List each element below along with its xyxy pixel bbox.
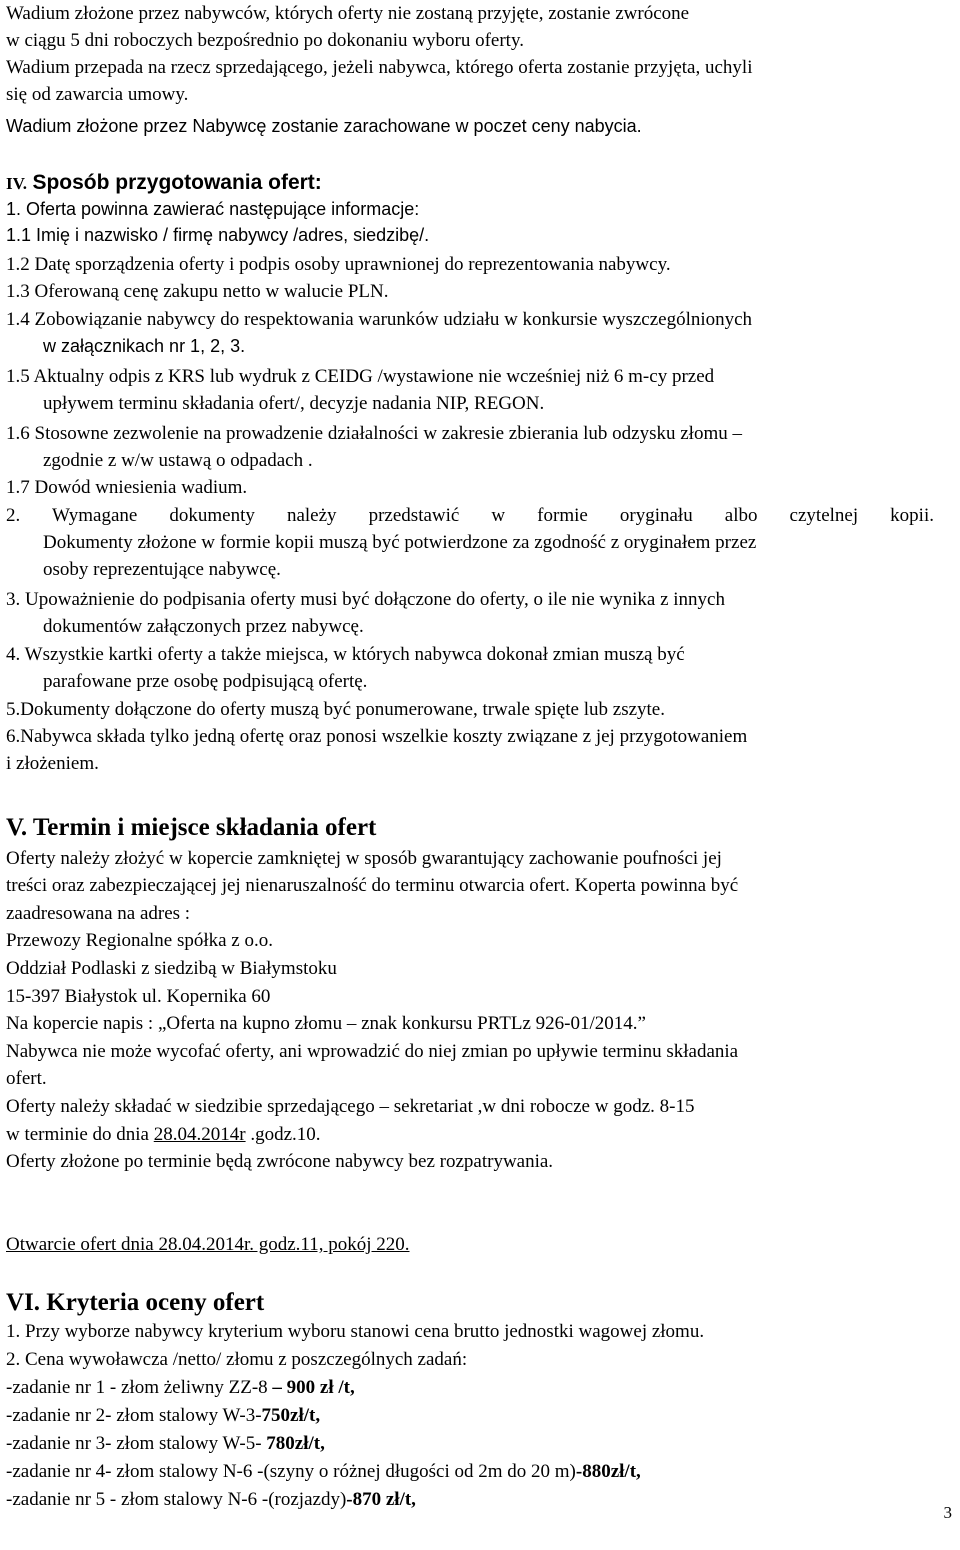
opening-date: Otwarcie ofert dnia 28.04.2014r. godz.11, pokój 220. — [6, 1234, 410, 1255]
list-item-continuation: parafowane prze osobę podpisującą ofertę. — [43, 671, 368, 692]
section-iv-heading — [6, 168, 934, 195]
list-item: 2. Wymagane dokumenty należy przedstawić w formie oryginału albo czytelnej kopii. — [6, 505, 934, 526]
list-item: 1.6 Stosowne zezwolenie na prowadzenie działalności w zakresie zbierania lub odzysku złomu – — [6, 423, 742, 444]
section-iv-title: Sposób przygotowania ofert: — [32, 171, 322, 194]
section-v-line: treści oraz zabezpieczającej jej nienaruszalność do terminu otwarcia ofert. Koperta powinna być — [6, 875, 739, 896]
task-description: -zadanie nr 2- złom stalowy W-3- — [6, 1405, 262, 1426]
list-item: 1.3 Oferowaną cenę zakupu netto w walucie PLN. — [6, 281, 389, 302]
address-branch: Oddział Podlaski z siedzibą w Białymstoku — [6, 958, 337, 979]
section-vi-heading: VI. Kryteria oceny ofert — [6, 1289, 265, 1316]
list-item: 1.7 Dowód wniesienia wadium. — [6, 477, 248, 498]
address-company: Przewozy Regionalne spółka z o.o. — [6, 930, 273, 951]
section-v-heading: V. Termin i miejsce składania ofert — [6, 814, 377, 841]
deadline-line — [6, 1121, 934, 1148]
section-v-line: Oferty należy złożyć w kopercie zamkniętej w sposób gwarantujący zachowanie poufności jej — [6, 848, 722, 869]
task-item — [6, 1430, 934, 1457]
section-v-line: Nabywca nie może wycofać oferty, ani wprowadzić do niej zmian po upływie terminu składania — [6, 1041, 739, 1062]
task-description: -zadanie nr 3- złom stalowy W-5- — [6, 1433, 267, 1454]
list-item: 4. Wszystkie kartki oferty a także miejsca, w których nabywca dokonał zmian muszą być — [6, 644, 685, 665]
wadium-line-2: w ciągu 5 dni roboczych bezpośrednio po dokonaniu wyboru oferty. — [6, 30, 524, 51]
list-item: 1. Oferta powinna zawierać następujące informacje: — [6, 199, 420, 219]
section-v-line: ofert. — [6, 1068, 47, 1089]
task-item — [6, 1458, 934, 1485]
list-item: 5.Dokumenty dołączone do oferty muszą być ponumerowane, trwale spięte lub zszyte. — [6, 699, 665, 720]
address-street: 15-397 Białystok ul. Kopernika 60 — [6, 986, 271, 1007]
task-price: 750zł/t, — [261, 1405, 321, 1426]
task-description: -zadanie nr 5 - złom stalowy N-6 -(rozjazdy) — [6, 1489, 347, 1510]
list-item: 3. Upoważnienie do podpisania oferty musi być dołączone do oferty, o ile nie wynika z innych — [6, 589, 725, 610]
task-price: -870 zł/t, — [346, 1489, 416, 1510]
list-item: 1.2 Datę sporządzenia oferty i podpis osoby uprawnionej do reprezentowania nabywcy. — [6, 254, 671, 275]
section-v-line: Oferty złożone po terminie będą zwrócone nabywcy bez rozpatrywania. — [6, 1151, 554, 1172]
section-v-line: zaadresowana na adres : — [6, 903, 191, 924]
wadium-line-3: Wadium przepada na rzecz sprzedającego, jeżeli nabywca, którego oferta zostanie przyjęta, uchyli — [6, 57, 753, 78]
deadline-suffix: .godz.10. — [245, 1124, 321, 1145]
section-vi-line: 2. Cena wywoławcza /netto/ złomu z poszczególnych zadań: — [6, 1349, 468, 1370]
task-item — [6, 1374, 934, 1401]
list-item-continuation: Dokumenty złożone w formie kopii muszą być potwierdzone za zgodność z oryginałem przez — [43, 532, 757, 553]
task-item — [6, 1402, 934, 1429]
list-item: 1.4 Zobowiązanie nabywcy do respektowania warunków udziału w konkursie wyszczególnionych — [6, 309, 753, 330]
page-number: 3 — [943, 1503, 952, 1522]
wadium-line-4: się od zawarcia umowy. — [6, 84, 189, 105]
task-description: -zadanie nr 1 - złom żeliwny ZZ-8 — [6, 1377, 273, 1398]
list-item-continuation: w załącznikach nr 1, 2, 3. — [43, 336, 246, 356]
section-vi-line: 1. Przy wyborze nabywcy kryterium wyboru stanowi cena brutto jednostki wagowej złomu. — [6, 1321, 705, 1342]
task-price: 780zł/t, — [266, 1433, 325, 1454]
list-item: 1.1 Imię i nazwisko / firmę nabywcy /adres, siedzibę/. — [6, 225, 430, 245]
task-price: -880zł/t, — [575, 1461, 641, 1482]
list-item-continuation: i złożeniem. — [6, 753, 99, 774]
task-price: – 900 zł /t, — [272, 1377, 355, 1398]
list-item-continuation: dokumentów załączonych przez nabywcę. — [43, 616, 364, 637]
envelope-inscription: Na kopercie napis : „Oferta na kupno złomu – znak konkursu PRTLz 926-01/2014.” — [6, 1013, 646, 1034]
list-item: 1.5 Aktualny odpis z KRS lub wydruk z CEIDG /wystawione nie wcześniej niż 6 m-cy przed — [6, 366, 715, 387]
section-v-line: Oferty należy składać w siedzibie sprzedającego – sekretariat ,w dni robocze w godz. 8-15 — [6, 1096, 695, 1117]
list-item-continuation: zgodnie z w/w ustawą o odpadach . — [43, 450, 313, 471]
task-item — [6, 1486, 934, 1513]
wadium-line-5: Wadium złożone przez Nabywcę zostanie zarachowane w poczet ceny nabycia. — [6, 116, 642, 136]
wadium-line-1: Wadium złożone przez nabywców, których oferty nie zostaną przyjęte, zostanie zwrócone — [6, 3, 690, 24]
list-item: 6.Nabywca składa tylko jedną ofertę oraz ponosi wszelkie koszty związane z jej przygotowaniem — [6, 726, 748, 747]
task-description: -zadanie nr 4- złom stalowy N-6 -(szyny o różnej długości od 2m do 20 m) — [6, 1461, 576, 1482]
section-iv-number: IV. — [6, 174, 27, 193]
list-item-continuation: osoby reprezentujące nabywcę. — [43, 559, 281, 580]
deadline-prefix: w terminie do dnia — [6, 1124, 154, 1145]
list-item-continuation: upływem terminu składania ofert/, decyzje nadania NIP, REGON. — [43, 393, 545, 414]
deadline-date: 28.04.2014r — [153, 1124, 246, 1145]
